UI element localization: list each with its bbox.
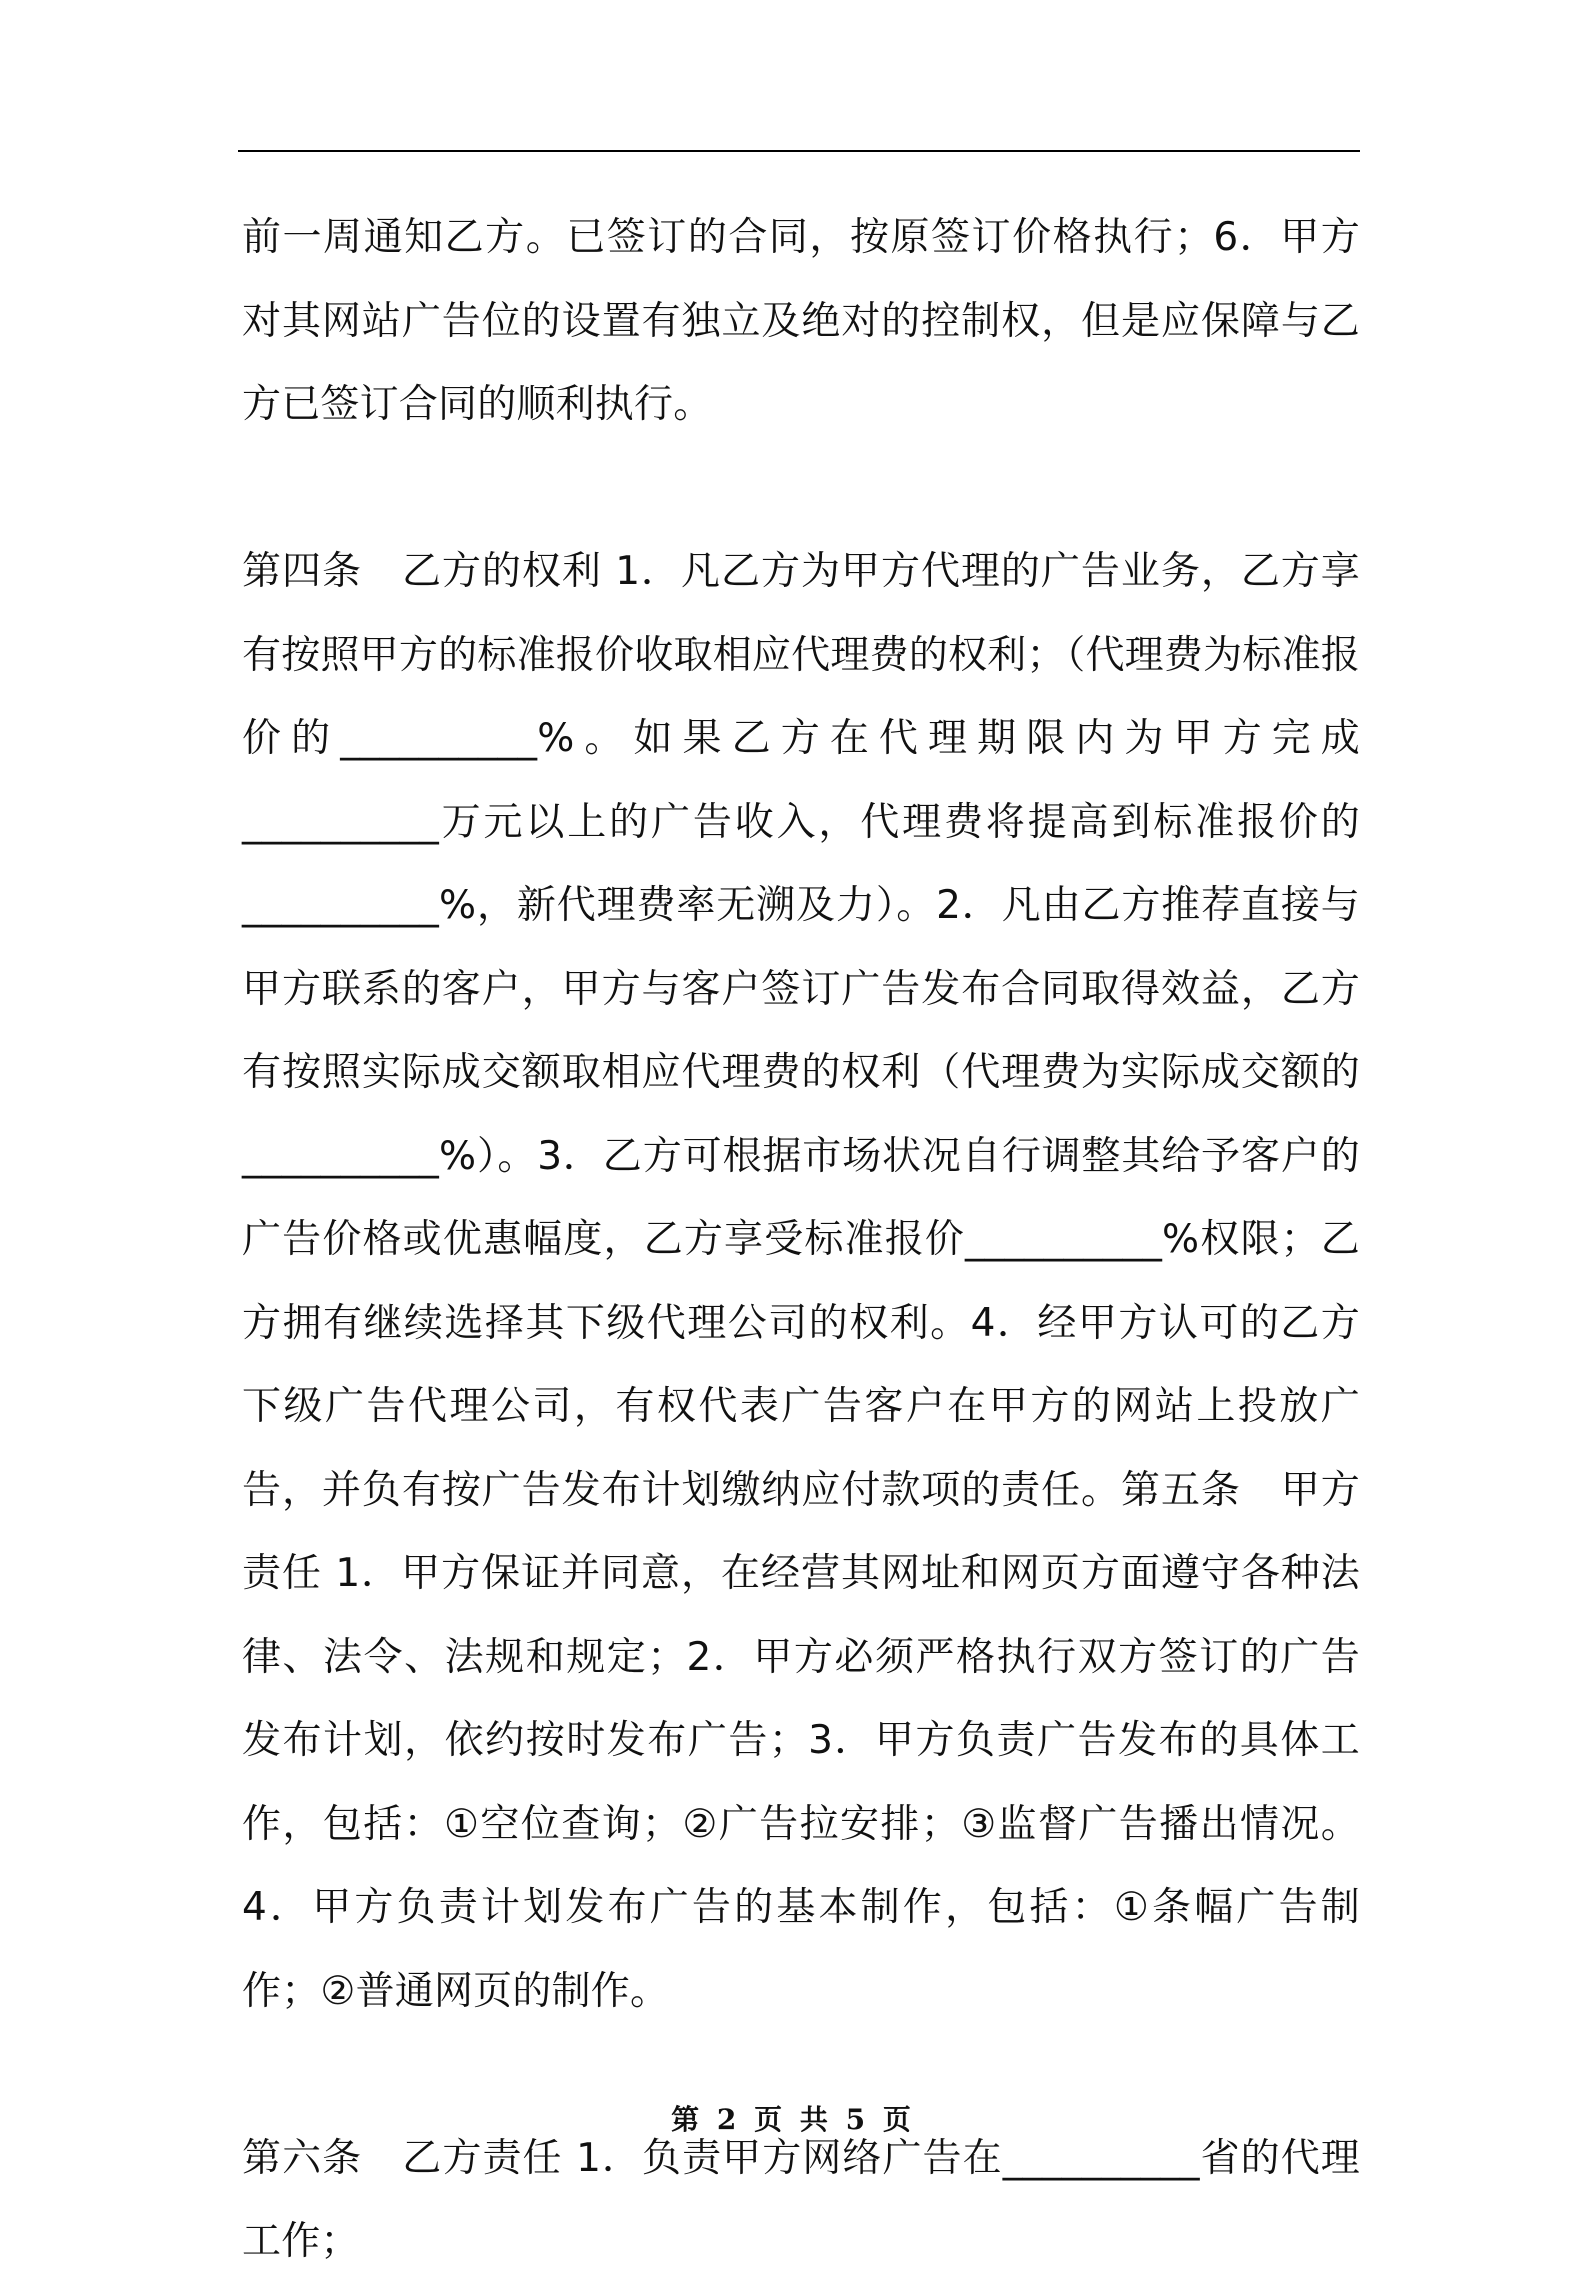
paragraph-continuation: 前一周通知乙方。已签订的合同，按原签订价格执行；6．甲方对其网站广告位的设置有独立及绝对的控制权，但是应保障与乙方已签订合同的顺利执行。: [242, 215, 1360, 427]
document-body: [242, 196, 1360, 2284]
page-number-footer: 第 2 页 共 5 页: [671, 2103, 915, 2136]
paragraph-article-6: 第六条 乙方责任 1．负责甲方网络广告在__________省的代理工作；: [242, 2135, 1360, 2264]
paragraph-article-4-5: 第四条 乙方的权利 1．凡乙方为甲方代理的广告业务，乙方享有按照甲方的标准报价收取相应代理费的权利；（代理费为标准报价的__________%。如果乙方在代理期限内为甲方完成__________万元以上的广告收入，代理费将提高到标准报价的__________%，新代理费率无溯及力）。2．凡由乙方推荐直接与甲方联系的客户，甲方与客户签订广告发布合同取得效益，乙方有按照实际成交额取相应代理费的权利（代理费为实际成交额的__________%）。3．乙方可根据市场状况自行调整其给予客户的广告价格或优惠幅度，乙方享受标准报价__________%权限；乙方拥有继续选择其下级代理公司的权利。4．经甲方认可的乙方下级广告代理公司，有权代表广告客户在甲方的网站上投放广告，并负有按广告发布计划缴纳应付款项的责任。第五条 甲方责任 1．甲方保证并同意，在经营其网址和网页方面遵守各种法律、法令、法规和规定；2．甲方必须严格执行双方签订的广告发布计划，依约按时发布广告；3．甲方负责广告发布的具体工作，包括：①空位查询；②广告拉安排；③监督广告播出情况。4．甲方负责计划发布广告的基本制作，包括：①条幅广告制作；②普通网页的制作。: [242, 549, 1360, 2014]
header-rule: [238, 150, 1360, 152]
